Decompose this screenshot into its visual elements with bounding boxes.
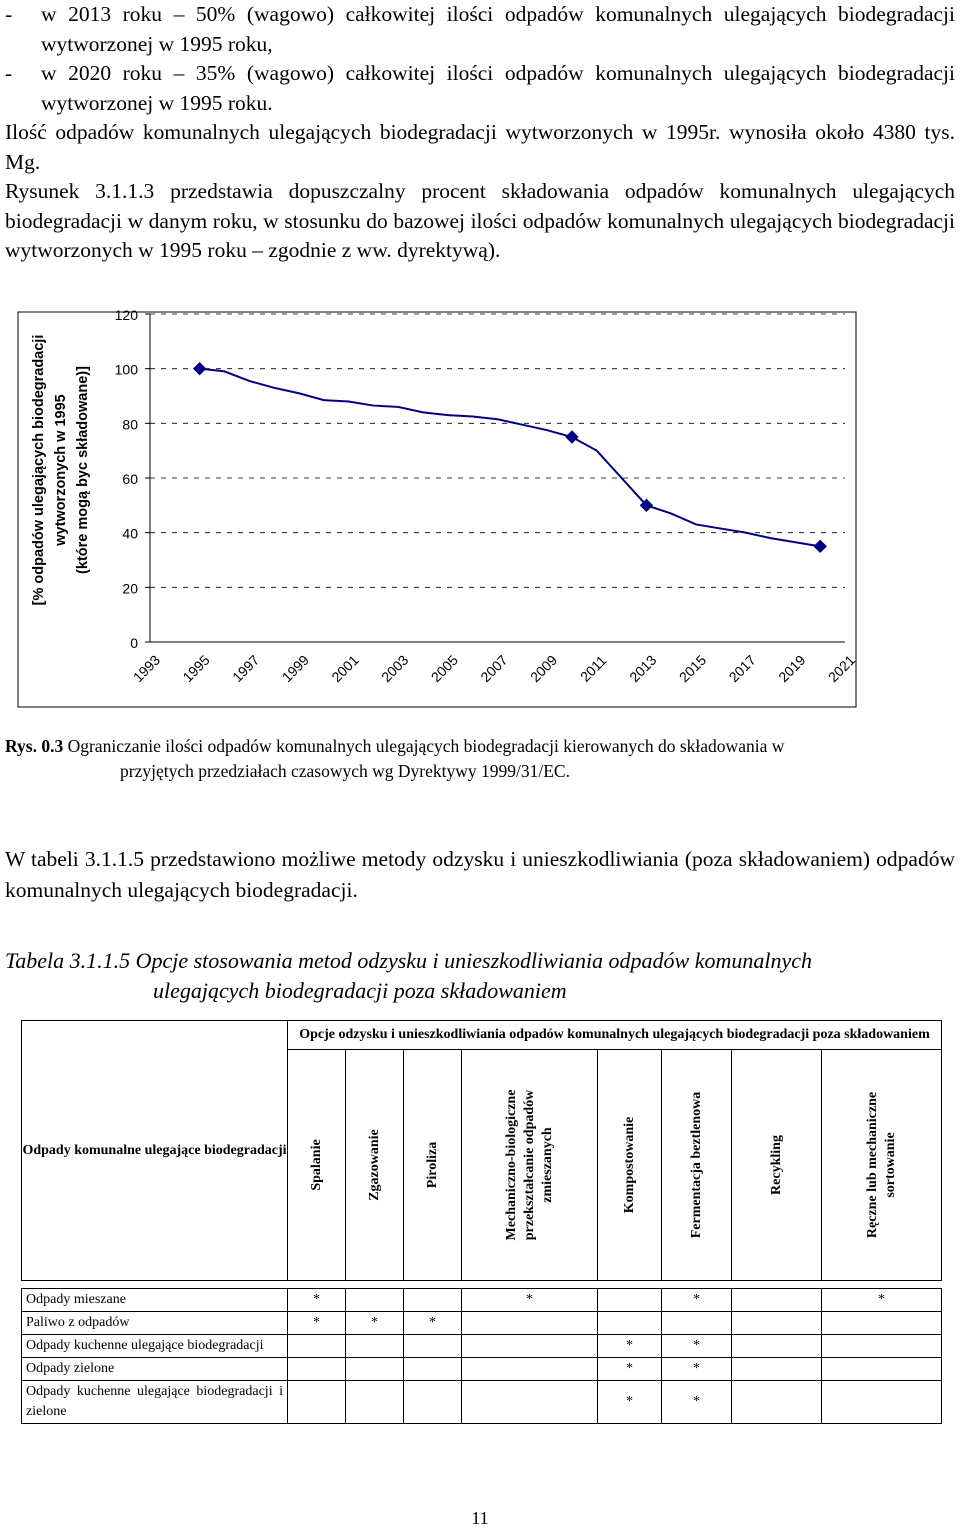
x-tick-label: 1997 (229, 651, 263, 686)
y-tick-label: 80 (122, 416, 138, 433)
bullet-text: w 2020 roku – 35% (wagowo) całkowitej ilości odpadów komunalnych ulegających biodegradacji wytworzonej w 1995 roku. (41, 61, 955, 115)
table-cell: * (288, 1289, 346, 1312)
page-number: 11 (471, 1508, 489, 1528)
column-header-label: Ręczne lub mechaniczne sortowanie (864, 1091, 898, 1239)
table-cell: * (288, 1312, 346, 1335)
bullet-dash: - (5, 61, 13, 85)
x-tick-label: 2007 (477, 651, 511, 686)
table-row (22, 1289, 942, 1312)
table-cell: * (662, 1381, 732, 1424)
table-cell (732, 1358, 822, 1381)
figure-caption (5, 734, 955, 784)
table-row (22, 1312, 942, 1335)
table-cell: * (662, 1335, 732, 1358)
table-cell: * (404, 1312, 462, 1335)
table-cell (288, 1335, 346, 1358)
table-cell: * (598, 1335, 662, 1358)
column-header-label: Fermentacja beztlenowa (688, 1091, 704, 1239)
table-column-header (346, 1050, 404, 1281)
intro-text (5, 0, 955, 266)
table-body (22, 1289, 942, 1424)
table-column-header (404, 1050, 462, 1281)
table-cell (732, 1312, 822, 1335)
bullet-dash: - (5, 2, 13, 26)
data-point-marker (814, 540, 826, 552)
table-cell (732, 1289, 822, 1312)
y-axis-label: (które mogą byc składowane)] (75, 366, 91, 574)
chart-frame (18, 312, 859, 707)
column-header-label: Spalanie (308, 1139, 324, 1191)
y-axis-label: wytworzonych w 1995 (53, 394, 69, 546)
table-cell (346, 1381, 404, 1424)
table-cell (822, 1312, 942, 1335)
table-column-header (598, 1050, 662, 1281)
x-tick-label: 1993 (129, 651, 164, 686)
y-tick-label: 20 (122, 580, 138, 597)
table-cell: * (822, 1289, 942, 1312)
x-tick-label: 2011 (576, 652, 610, 685)
table-cell (598, 1312, 662, 1335)
row-label: Paliwo z odpadów (22, 1312, 288, 1335)
table-cell (732, 1381, 822, 1424)
bullet-item (5, 59, 955, 118)
table-cell (462, 1335, 598, 1358)
y-axis-label: [% odpadów ulegających biodegradacji (31, 334, 47, 606)
table-cell (822, 1358, 942, 1381)
table-cell (462, 1358, 598, 1381)
table-cell (598, 1289, 662, 1312)
y-tick-label: 60 (122, 471, 138, 487)
y-tick-label: 0 (130, 635, 138, 651)
table-cell (346, 1358, 404, 1381)
table-column-header (288, 1050, 346, 1281)
table-column-header (662, 1050, 732, 1281)
x-tick-label: 2009 (526, 651, 561, 686)
table-main-header: Opcje odzysku i unieszkodliwiania odpadów komunalnych ulegających biodegradacji poza składowaniem (288, 1021, 942, 1050)
column-header-label: Piroliza (424, 1141, 440, 1189)
bullet-item (5, 0, 955, 59)
table-title-line: Tabela 3.1.1.5 Opcje stosowania metod odzysku i unieszkodliwiania odpadów komunalnych (5, 948, 813, 973)
bullet-text: w 2013 roku – 50% (wagowo) całkowitej ilości odpadów komunalnych ulegających biodegradacji wytworzonej w 1995 roku, (41, 2, 955, 56)
row-label: Odpady zielone (22, 1358, 288, 1381)
table-row (22, 1381, 942, 1424)
table-cell (462, 1381, 598, 1424)
table-cell (288, 1381, 346, 1424)
x-tick-label: 2003 (378, 651, 412, 686)
table-cell: * (346, 1312, 404, 1335)
x-tick-label: 2001 (328, 651, 362, 686)
table-column-header (732, 1050, 822, 1281)
column-header-label: Kompostowanie (621, 1116, 637, 1214)
table-row (22, 1335, 942, 1358)
caption-text-cont: przyjętych przedziałach czasowych wg Dyrektywy 1999/31/EC. (120, 761, 570, 781)
table-column-header (462, 1050, 598, 1281)
paragraph-table-intro: W tabeli 3.1.1.5 przedstawiono możliwe metody odzysku i unieszkodliwiania (poza składowaniem) odpadów komunalnych ulegających biodegradacji. (5, 847, 955, 902)
table-cell (404, 1358, 462, 1381)
table-title-line: ulegających biodegradacji poza składowaniem (153, 978, 567, 1003)
x-tick-label: 2015 (675, 651, 710, 686)
y-tick-label: 120 (114, 307, 138, 323)
x-tick-label: 2017 (725, 651, 759, 686)
caption-number: Rys. 0.3 (5, 736, 64, 756)
caption-text: Ograniczanie ilości odpadów komunalnych ulegających biodegradacji kierowanych do składowania w (63, 736, 785, 756)
column-header-label: Recykling (768, 1135, 784, 1195)
table-cell: * (598, 1358, 662, 1381)
table-corner-header: Odpady komunalne ulegające biodegradacji (22, 1021, 288, 1281)
table-column-header (822, 1050, 942, 1281)
table-cell: * (662, 1289, 732, 1312)
x-tick-label: 2021 (824, 651, 859, 686)
x-tick-label: 1999 (278, 651, 313, 686)
table-cell (404, 1289, 462, 1312)
table-cell (346, 1335, 404, 1358)
y-tick-label: 40 (122, 525, 138, 542)
row-label: Odpady kuchenne ulegające biodegradacji i zielone (22, 1381, 288, 1424)
table-cell: * (662, 1358, 732, 1381)
x-tick-label: 2013 (626, 651, 660, 686)
chart-container (0, 300, 960, 720)
paragraph-amount: Ilość odpadów komunalnych ulegających biodegradacji wytworzonych w 1995r. wynosiła około 4380 tys. Mg. (5, 120, 955, 174)
table-cell: * (598, 1381, 662, 1424)
table-cell (346, 1289, 404, 1312)
table-title (5, 946, 955, 1006)
table-spacer-row (22, 1281, 942, 1289)
table-row (22, 1358, 942, 1381)
row-label: Odpady kuchenne ulegające biodegradacji (22, 1335, 288, 1358)
line-chart (0, 300, 960, 720)
data-point-marker (566, 431, 578, 443)
paragraph-figure-intro: Rysunek 3.1.1.3 przedstawia dopuszczalny procent składowania odpadów komunalnych ulegających biodegradacji w danym roku, w stosunku do bazowej ilości odpadów komunalnych ulegających biodegradacji wytworzonych w 1995 roku – zgodnie z ww. dyrektywą). (5, 179, 955, 262)
table-cell (662, 1312, 732, 1335)
row-label: Odpady mieszane (22, 1289, 288, 1312)
table-cell: * (462, 1289, 598, 1312)
y-tick-label: 100 (114, 361, 138, 378)
x-tick-label: 2019 (775, 651, 809, 686)
table-cell (822, 1381, 942, 1424)
x-tick-label: 2005 (427, 651, 461, 686)
data-point-marker (194, 363, 206, 375)
table-cell (732, 1335, 822, 1358)
options-table (21, 1020, 942, 1424)
series-line (200, 369, 821, 547)
table-cell (822, 1335, 942, 1358)
table-cell (404, 1335, 462, 1358)
x-tick-label: 1995 (179, 651, 213, 686)
column-header-label: Mechaniczno-biologiczne przekształcanie odpadów zmieszanych (503, 1089, 555, 1241)
table-cell (288, 1358, 346, 1381)
table-cell (462, 1312, 598, 1335)
column-header-label: Zgazowanie (366, 1129, 382, 1201)
table-cell (404, 1381, 462, 1424)
